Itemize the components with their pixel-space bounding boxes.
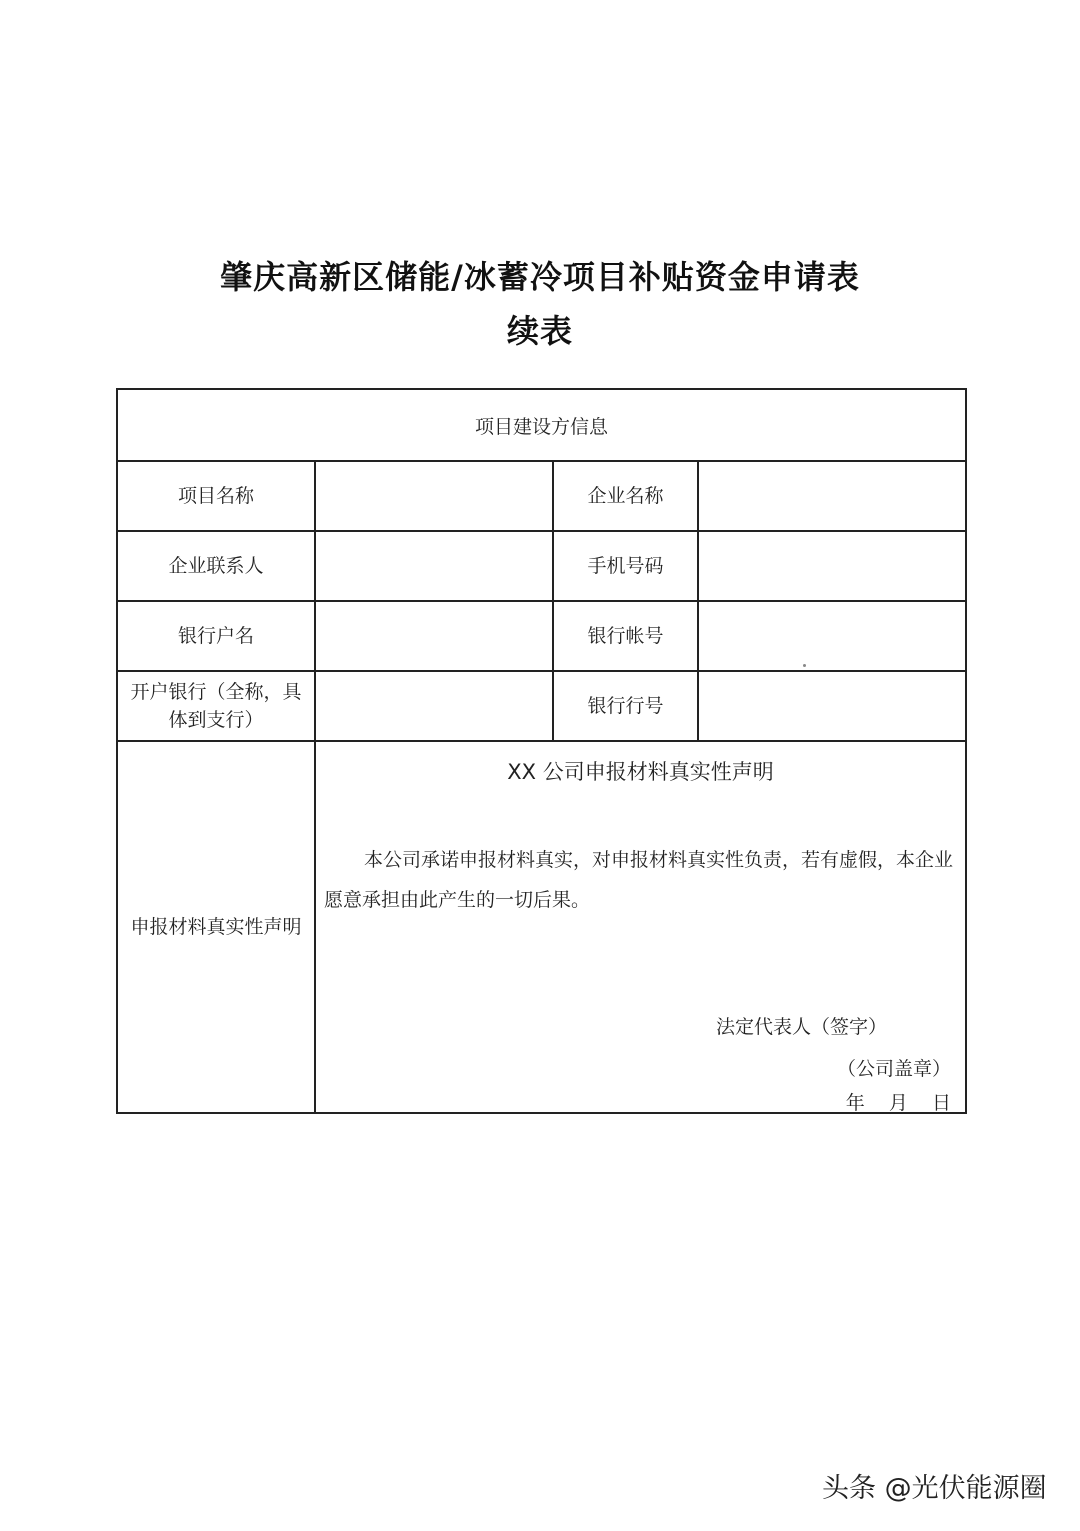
opening-bank-label: 开户银行（全称，具体到支行）	[117, 671, 315, 741]
mobile-field[interactable]	[698, 531, 966, 601]
declaration-title: XX 公司申报材料真实性声明	[507, 760, 774, 784]
bank-code-field[interactable]	[698, 671, 966, 741]
declaration-label: 申报材料真实性声明	[117, 741, 315, 1113]
table-row	[117, 671, 966, 741]
bank-account-name-label: 银行户名	[117, 601, 315, 671]
document-subtitle: 续表	[506, 312, 573, 350]
scan-speck	[803, 664, 806, 667]
table-row	[117, 531, 966, 601]
bank-code-label: 银行行号	[553, 671, 698, 741]
bank-account-number-field[interactable]	[698, 601, 966, 671]
mobile-label: 手机号码	[553, 531, 698, 601]
project-name-label: 项目名称	[117, 461, 315, 531]
bank-account-number-label: 银行帐号	[553, 601, 698, 671]
declaration-cell	[315, 741, 966, 1113]
table-row	[117, 601, 966, 671]
declaration-body: 本公司承诺申报材料真实，对申报材料真实性负责，若有虚假，本企业愿意承担由此产生的一切后果。	[324, 849, 954, 911]
table-row	[117, 461, 966, 531]
table-row	[117, 741, 966, 1113]
section-heading: 项目建设方信息	[117, 389, 966, 461]
date-line[interactable]: 年 月 日	[845, 1092, 952, 1114]
company-name-label: 企业名称	[553, 461, 698, 531]
company-name-field[interactable]	[698, 461, 966, 531]
legal-representative-signature[interactable]: 法定代表人（签字）	[716, 1016, 888, 1038]
contact-person-label: 企业联系人	[117, 531, 315, 601]
contact-person-field[interactable]	[315, 531, 553, 601]
document-title: 肇庆高新区储能/冰蓄冷项目补贴资金申请表	[220, 258, 860, 296]
watermark-text: 头条 @光伏能源圈	[822, 1473, 1047, 1504]
bank-account-name-field[interactable]	[315, 601, 553, 671]
opening-bank-field[interactable]	[315, 671, 553, 741]
project-name-field[interactable]	[315, 461, 553, 531]
company-seal: （公司盖章）	[837, 1058, 952, 1080]
application-form-table	[116, 388, 967, 1114]
